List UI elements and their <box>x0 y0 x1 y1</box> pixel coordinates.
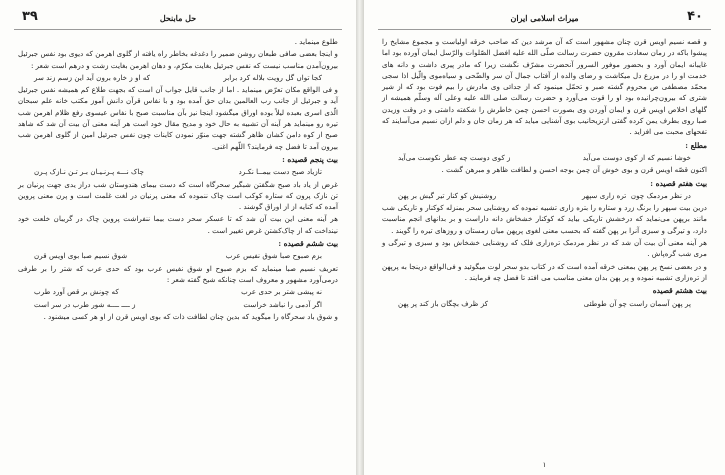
left-page-number: ۳۹ <box>22 9 38 24</box>
right-page-body <box>382 36 707 310</box>
left-page <box>0 0 356 475</box>
verse <box>382 152 707 163</box>
verse-hemistich: کجا تواں گل رویت بلاله کرد برابر <box>223 72 322 82</box>
right-page <box>364 0 725 475</box>
verse-hemistich: خوشا نسیم که از کوی دوست می‌آید <box>582 152 691 162</box>
paragraph: اکنون قصّه اویس قرن و بوی خوش آن چمن بوجه احسن و لطافت ظاهر و مبرهن گشت . <box>441 165 707 175</box>
paragraph: هر آینه معنی این بیت آن شد که تا عسکر سحر دست بیما ننفراشت پروین چاک در گریبان خلعت خود نینداخت که از چاک‌کشتن غرض تغییر است . <box>18 214 338 235</box>
verse-hemistich: در نظر مردمک چون ‌ تره زاری سپهر <box>581 190 691 200</box>
verse-hemistich: پر پهن آسمان راست چو آن طوطئی <box>583 298 691 308</box>
right-page-header-title: میراث اسلامی ایران <box>510 13 579 23</box>
section-heading: مطلع : <box>685 140 707 150</box>
verse <box>382 298 707 309</box>
verse-hemistich: ز کوی دوست چه عطر نکوست می‌آید <box>398 152 511 162</box>
footer-mark: ١ <box>542 461 547 469</box>
verse-hemistich: بزم صبوح صبا شوق نفیس عرب <box>225 251 322 261</box>
paragraph: و شوق باد سحرگاه را میگوید که بدین چنان لطافت ذات که بوی اویس قرن از او هر کسی میشنود . <box>43 311 338 321</box>
verse-hemistich: کز ظرف بچگان باز کند پر پهن <box>398 298 489 308</box>
verse-hemistich: که چونش بر قص آورد طرب <box>34 287 119 297</box>
left-page-header <box>14 9 342 30</box>
verse <box>18 286 338 297</box>
section-heading: بیت هفتم قصیده : <box>650 178 707 188</box>
verse <box>382 190 707 201</box>
verse-hemistich: که او ز خاره برون آید این زسم زند سر <box>34 72 151 82</box>
left-page-body <box>18 36 338 323</box>
verse-hemistich: چاک نـــه پـرنـیـان بـر تـن نـازک پـرن <box>34 167 145 177</box>
verse <box>18 299 338 310</box>
left-page-header-title: حل مابنحل <box>159 13 197 23</box>
paragraph: و قصه نسیم اویس قرن چنان مشهور است که آن مرشد دین که صاحب خرقه اولیاست و مجموع مشایخ را پیشوا باکه در زمان سعادت مقرون حضرت رسالت صلّی الله علیه افضل الصّلوات والرّسل ایمان آورده بود اما غایبانه ایمان آورد و بحضور موفور السرور آنحضرت مشرّف نگشت زیرا که مادر پیری داشت و دانه های خدمت او را در مزرع دل میکاشت و رضای والده از آفتاب جمال آن سر والضّحی و سیاه‌موی والّیل اذا سجی محمّد مصطفی ص محروم گشته صبر و تحمّل مینمود که از جدائی وی مادرش را بیم فوت بود که از شیر شتری که بیرون‌چرانیده بود او را قوت می‌آورد و حضرت رسالت صلی الله علیه وعلی آله وسلّم همیشه از گلهای اخلاص اویس قرن و ایمان آوردن وی بصورت احسن چمن خاطرش را شکفته داشتی و در وقت وزیدن صبا روی بطرف یمن کرده گفتی ارتزیحانیب بوی آشنایی میاید که هر زمان جان و دلم ازان نسیم می‌آسایند که تفحهای محبت می افزاید . <box>382 37 707 137</box>
verse <box>18 72 338 83</box>
right-page-number: ۴۰ <box>687 9 703 24</box>
paragraph: و فی الواقع مکان تعرّض مینماید . اما از جانب قایل جواب آن است که بجهت طلاع کم همیشه نفس جبرئیل آید و جبرئیل از جانب رب العالمین بدان حق آمده بود و با نفاس قرآن دانش آموز مکتب خانه علم سبحان الّذی اسری بعبده لیلاً بوده اوراق میگشود اینجا نیز بآن مناسبت صبح با نفاس عیسوی رفع ظلام اهرمن شب تیره رو مینماید هر آینه آن تشبیه به حال خود و مدیح مقال خود است هر آینه معنی آن بیت آن شد که شاهد صبح از کوه دامن کشان ظاهر گشته جهت منوّر نمودن کاینات چون نفس جبرئیل امین از گلوی اهرمن شب بیرون آمد تا فضل چه فرمایند؟ اللّهم اغنی. <box>18 85 338 151</box>
paragraph: درین بیت سپهر را برنگ زرد و ستاره را بتره زاری تشبیه نموده که روشنایی سحر بمنزله کوکنار و تاریکی شب مانند برپهن می‌نماید که درخشش تاریکی بیاید که کوکنار خشخاش دانه داراست و بر بدانهای انجم مناسبت دارد، و تیرگی و سبزی آنرا بر پهن گفته که بحسب معنی لغوی پرپهن میان زمستان و روزهای تیره را گویند . <box>382 203 707 235</box>
verse-hemistich: نه پیشی شتر بر حدی عرب <box>241 287 322 297</box>
section-heading: بیت ششم قصیده : <box>278 239 338 249</box>
verse-hemistich: اگر آدمی را نباشد خراست <box>243 299 322 309</box>
paragraph: و در بعضی نسخ پر پهن بمعنی خرقه آمده است که در کتاب بدو سحر لوت میگوئید و فی‌الواقع درینجا به پرپهن از تره‌زاری تشبیه نموده و پر پهن بدان معنی مناسب می افتد تا فضل چه فرمایند . <box>382 261 707 282</box>
paragraph: غرض از یاد باد صبح شگفتن شبگیر سحرگاه است که دست بیمای هندوستان شب دراز یدی جهت پرنیان بر تن نازک پرون که ستاره کوکب است چاک ننموده که معنی پرنیان در لغت غلمت است و پرن معنی پروین آمده که کنایه از از اوراق گوشند . <box>18 179 338 212</box>
right-page-header <box>378 9 711 30</box>
book-gutter <box>356 0 364 475</box>
verse <box>18 166 338 177</box>
verse-hemistich: تازیاد صبح دست بیمــا نکـرد <box>238 167 322 177</box>
section-heading: بیت پنجم قصیده : <box>282 154 338 164</box>
paragraph: تعریف نسیم صبا مینماید که بزم صبوح او شوق نفیس عرب بود که حدی عرب که شتر را بر طرفی درمی‌آورد مشهور و معروف است چنانکه شیخ گفته شعر : <box>18 263 338 284</box>
section-heading: بیت هشتم قصیده <box>652 286 707 296</box>
paragraph: طلوع مینماید . <box>294 37 338 46</box>
verse-hemistich: ز ــــ ــــه شور طرب در سر است <box>34 299 136 309</box>
paragraph: و اینجا بعضی صافی طبعان روشن ضمیر را دغدغه بخاطر راه یافته از گلوی اهرمن که دیوی بود نفس جبرئیل بیرون‌آمدن مناسب نیست که نفس جبرئیل بغایت مکرّم، و دهان اهرمن بغایت زشت و درهم است شعر : <box>18 49 338 70</box>
verse-hemistich: شوق نسیم صبا بوی اویس قرن <box>34 251 128 261</box>
verse <box>18 250 338 261</box>
paragraph: هر آینه معنی آن بیت آن شد که در نظر مردمک تره‌زاری فلک که روشنایی خشخاش بود و سبزی و تیرگی و مری شب گره‌پاش . <box>382 238 707 259</box>
verse-hemistich: روشنیش کو کنار تیر گیش بر پهن <box>398 190 497 200</box>
